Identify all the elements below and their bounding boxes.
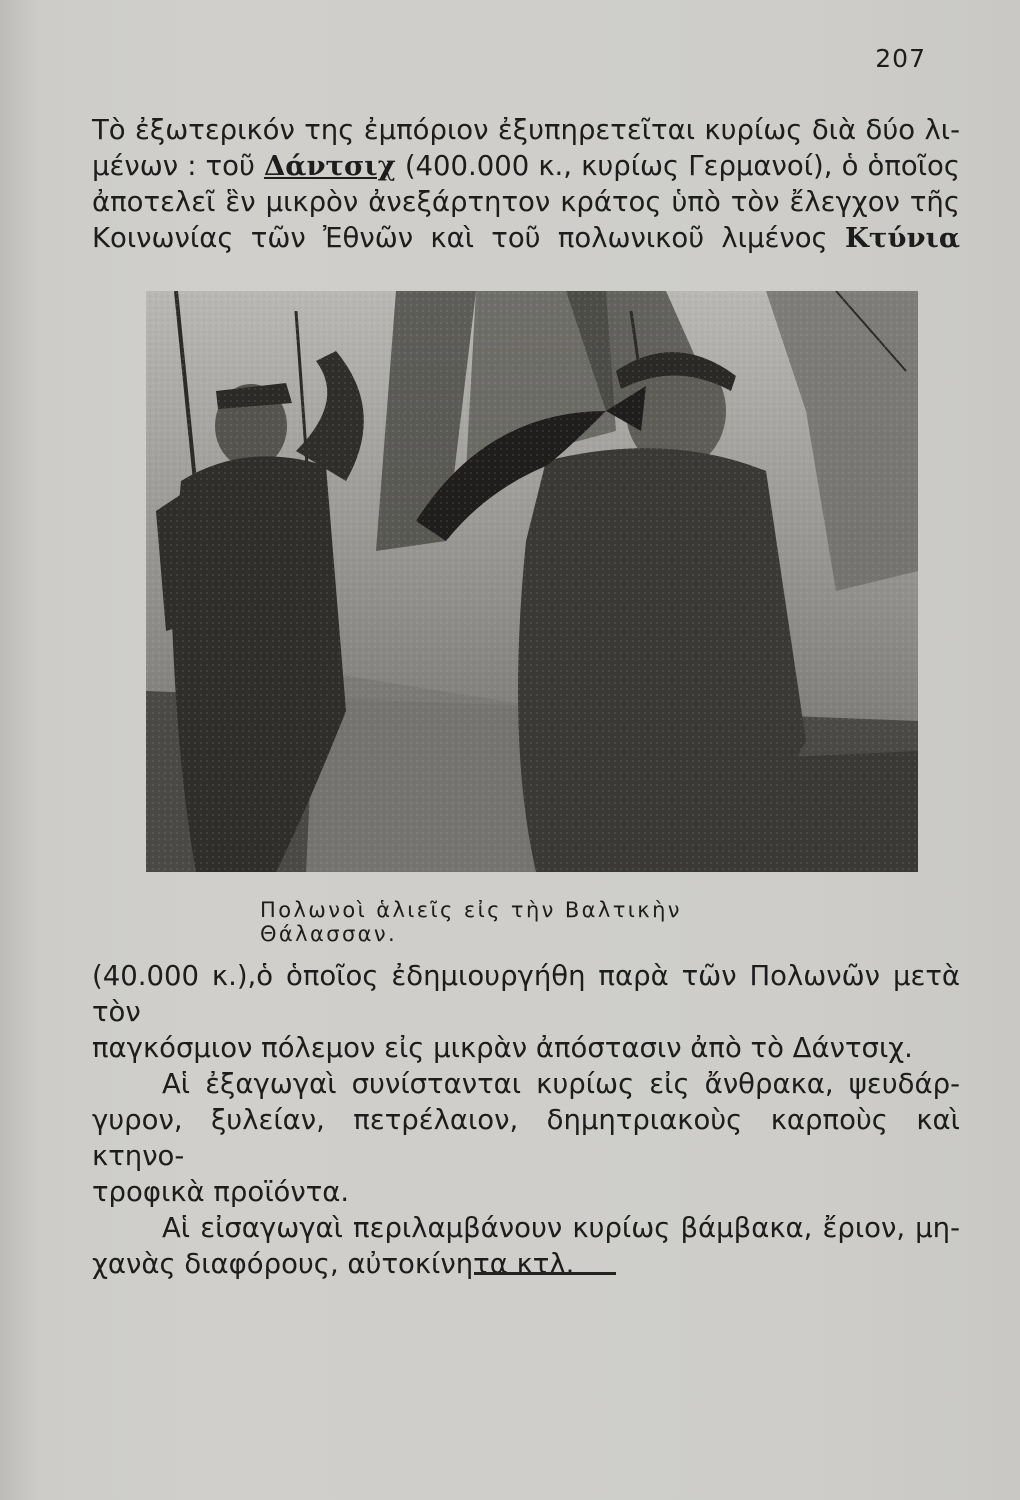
text-line: χανὰς διαφόρους, αὐτοκίνητα κτλ. [92,1248,575,1280]
text-line: Αἱ ἐξαγωγαὶ συνίστανται κυρίως εἰς ἄνθρακα, ψευδάρ- [162,1068,960,1100]
text-line: (40.000 κ.),ὁ ὁποῖος ἐδημιουργήθη παρὰ τῶν Πολωνῶν μετὰ τὸν [92,960,960,1028]
photo-caption: Πολωνοὶ ἁλιεῖς εἰς τὴν Βαλτικὴν Θάλασσαν. [260,898,682,946]
intro-paragraph [92,112,960,256]
photo-illustration [146,291,918,872]
body-paragraphs [92,958,960,1282]
fishermen-photograph [146,291,918,872]
text-line: ἀποτελεῖ ἓν μικρὸν ἀνεξάρτητον κράτος ὑπὸ τὸν ἔλεγχον τῆς [92,186,960,218]
text-line: Αἱ εἰσαγωγαὶ περιλαμβάνουν κυρίως βάμβακα, ἔριον, μη- [162,1212,960,1244]
page-number: 207 [875,44,926,73]
text-line: γυρον, ξυλείαν, πετρέλαιον, δημητριακοὺς καρποὺς καὶ κτηνο- [92,1104,960,1172]
text-span: Κοινωνίας τῶν Ἐθνῶν καὶ τοῦ πολωνικοῦ λιμένος [92,222,828,254]
place-name-dantsich: Δάντσιχ [263,150,396,182]
text-line [92,220,960,256]
text-line: παγκόσμιον πόλεμον εἰς μικρὰν ἀπόστασιν ἀπὸ τὸ Δάντσιχ. [92,1032,913,1064]
section-end-rule [474,1272,616,1275]
text-line [92,148,960,184]
text-line: τροφικὰ προϊόντα. [92,1176,350,1208]
place-name-ktynia: Κτύνια [844,222,960,254]
text-line: Τὸ ἐξωτερικόν της ἐμπόριον ἐξυπηρετεῖται κυρίως διὰ δύο λι- [92,114,960,146]
text-span: (400.000 κ., κυρίως Γερμανοί), ὁ ὁποῖος [404,150,960,182]
text-span: μένων : τοῦ [92,150,255,182]
